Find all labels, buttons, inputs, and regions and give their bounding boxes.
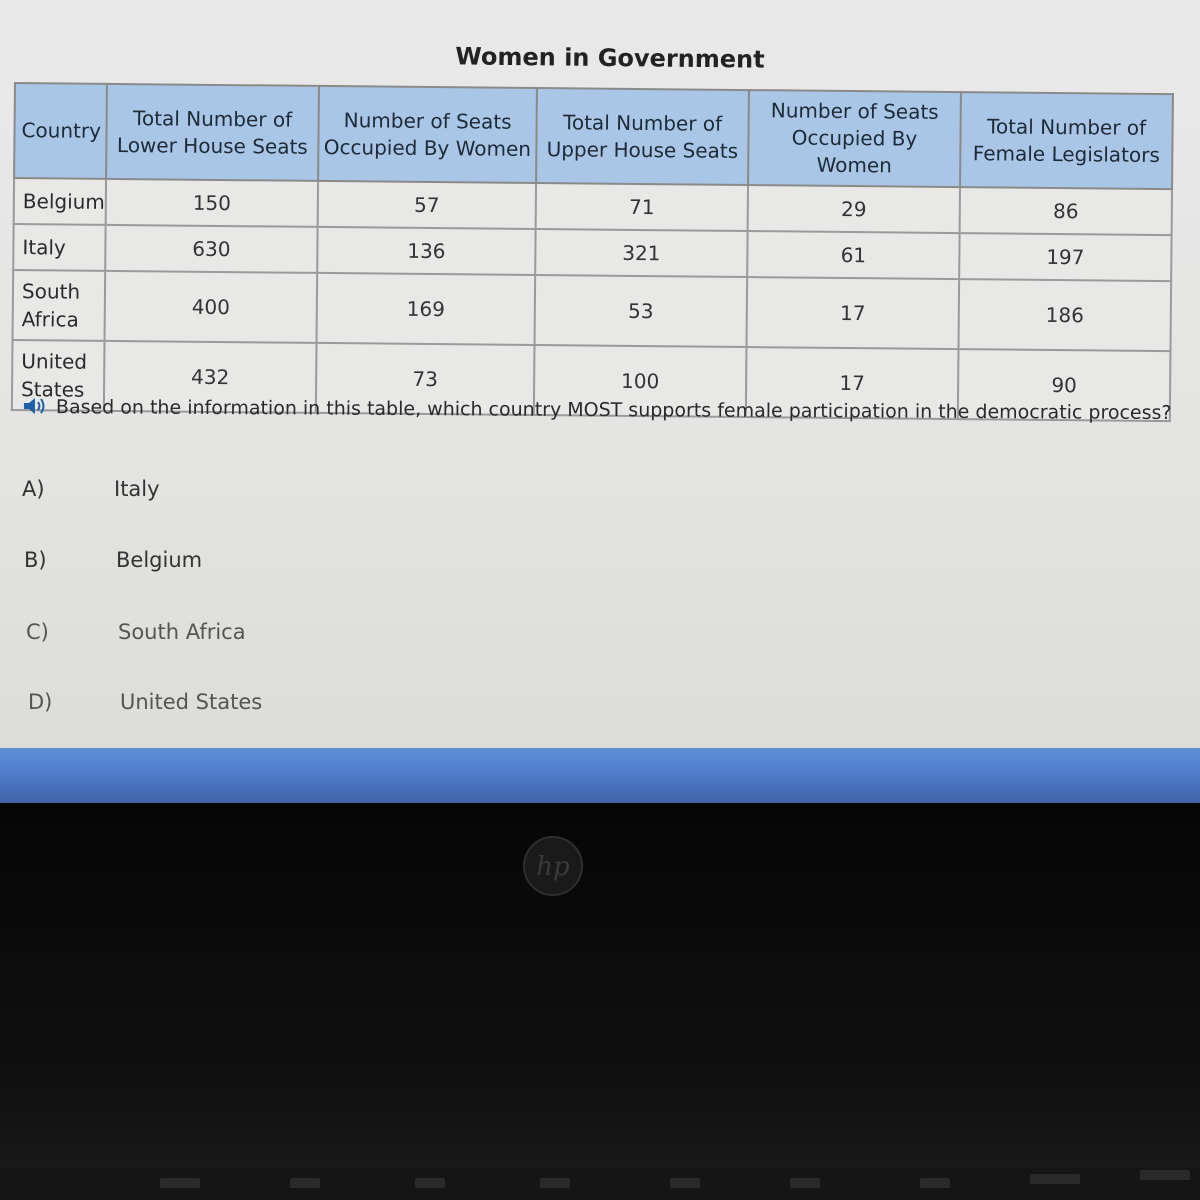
- cell-lower-total: 400: [105, 271, 318, 343]
- key-icon: [1140, 1170, 1190, 1180]
- cell-lower-women: 136: [317, 227, 535, 275]
- taskbar: [0, 748, 1200, 803]
- choice-text: South Africa: [118, 620, 246, 644]
- header-upper-women: Number of Seats Occupied By Women: [748, 90, 961, 187]
- hp-logo-icon: [522, 835, 584, 897]
- key-icon: [670, 1178, 700, 1188]
- choice-text: Italy: [114, 477, 160, 501]
- header-lower-women: Number of Seats Occupied By Women: [318, 86, 537, 183]
- cell-female-total: 90: [958, 349, 1171, 421]
- cell-upper-women: 61: [747, 231, 959, 279]
- cell-upper-total: 53: [534, 275, 747, 347]
- key-icon: [790, 1178, 820, 1188]
- choice-text: United States: [120, 690, 263, 714]
- choice-letter: C): [26, 620, 49, 644]
- choice-letter: D): [28, 690, 53, 714]
- choice-text: Belgium: [116, 548, 203, 572]
- cell-female-total: 86: [960, 187, 1172, 235]
- question-text: Based on the information in this table, which country MOST supports female participation in the democratic process?: [55, 396, 1172, 425]
- cell-country: Belgium: [14, 178, 106, 225]
- data-table-container: [11, 82, 1174, 425]
- cell-upper-women: 29: [748, 185, 960, 233]
- cell-lower-total: 432: [104, 341, 317, 413]
- key-icon: [160, 1178, 200, 1188]
- key-icon: [415, 1178, 445, 1188]
- cell-upper-total: 321: [535, 229, 747, 277]
- answer-choice-b[interactable]: [24, 548, 424, 578]
- keyboard-function-row: [0, 1168, 1200, 1200]
- cell-upper-total: 71: [536, 183, 748, 231]
- key-icon: [540, 1178, 570, 1188]
- header-upper-total: Total Number of Upper House Seats: [536, 88, 749, 185]
- cell-lower-total: 150: [106, 179, 318, 227]
- key-icon: [1030, 1174, 1080, 1184]
- choice-letter: B): [24, 548, 47, 572]
- key-icon: [290, 1178, 320, 1188]
- table-header-row: [14, 83, 1173, 189]
- table-title: Women in Government: [455, 42, 765, 74]
- cell-upper-women: 17: [746, 277, 959, 349]
- cell-lower-women: 73: [316, 343, 535, 415]
- answer-choice-d[interactable]: [28, 690, 428, 720]
- cell-lower-total: 630: [105, 225, 317, 273]
- header-country: Country: [14, 83, 107, 179]
- header-lower-total: Total Number of Lower House Seats: [106, 84, 319, 181]
- hp-logo-text: hp: [536, 852, 570, 882]
- cell-country: Italy: [13, 224, 105, 271]
- speaker-icon[interactable]: [22, 396, 50, 416]
- cell-upper-women: 17: [746, 347, 959, 419]
- key-icon: [920, 1178, 950, 1188]
- cell-lower-women: 57: [318, 181, 536, 229]
- table-row: [13, 270, 1172, 351]
- cell-female-total: 197: [959, 233, 1171, 281]
- cell-female-total: 186: [958, 279, 1171, 351]
- cell-country: South Africa: [13, 270, 106, 341]
- cell-upper-total: 100: [534, 345, 747, 417]
- cell-lower-women: 169: [317, 273, 536, 345]
- laptop-bezel: [0, 803, 1200, 1200]
- women-in-government-table: [11, 82, 1174, 425]
- header-female-total: Total Number of Female Legislators: [960, 92, 1173, 189]
- choice-letter: A): [22, 477, 45, 501]
- cell-country: United States: [12, 340, 105, 411]
- answer-choice-c[interactable]: [26, 620, 426, 650]
- answer-choice-a[interactable]: [22, 477, 422, 507]
